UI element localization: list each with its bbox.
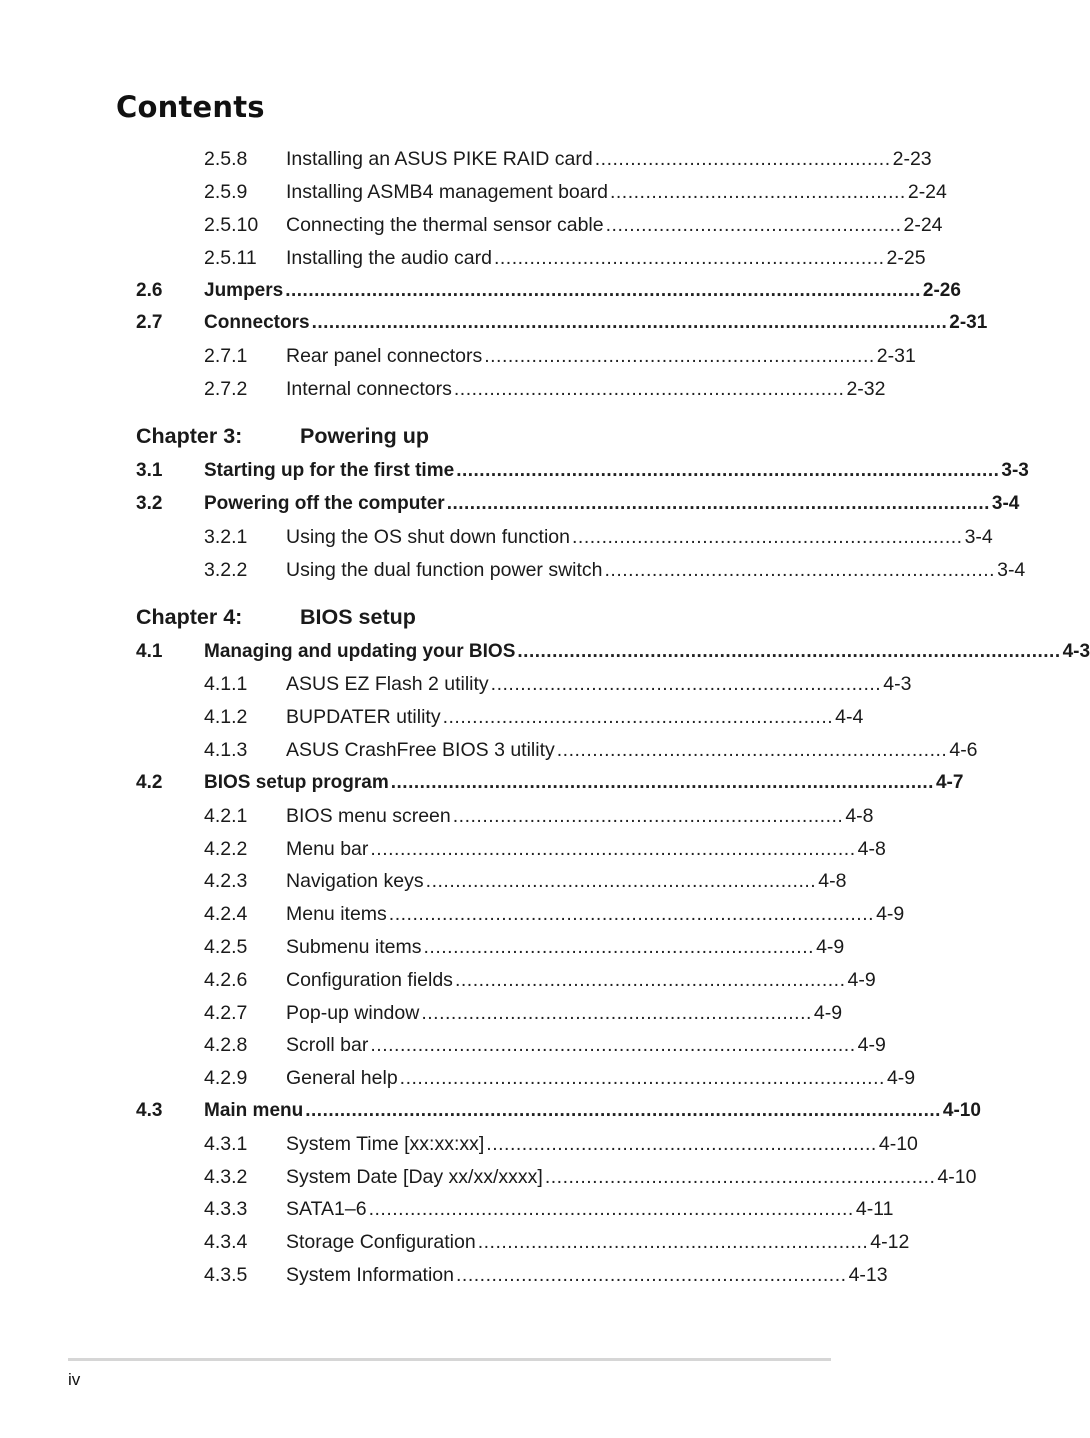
entry-title: Installing an ASUS PIKE RAID card [286, 148, 593, 170]
toc-entry[interactable] [0, 1000, 954, 1026]
entry-page: 3-4 [997, 559, 1026, 581]
toc-entry[interactable] [0, 1065, 954, 1091]
toc-entry[interactable] [0, 934, 954, 960]
entry-number: 4.2.5 [204, 936, 248, 958]
entry-page: 4-9 [816, 936, 845, 958]
dot-leader: .................................................................. [493, 247, 885, 269]
toc-section-entry[interactable] [0, 639, 1090, 665]
entry-number: 2.5.11 [204, 247, 257, 269]
entry-page: 4-9 [886, 1067, 916, 1089]
entry-number: 4.1.1 [204, 673, 248, 695]
dot-leader: .................................................................. [453, 378, 845, 400]
toc-entry[interactable] [0, 245, 954, 271]
dot-leader: .................................................................. [556, 739, 948, 761]
entry-title: System Date [Day xx/xx/xxxx] [286, 1166, 543, 1188]
dot-leader: .................................................................................. [399, 1067, 885, 1089]
entry-number: 2.5.8 [204, 148, 248, 170]
entry-page: 4-4 [835, 706, 864, 728]
entry-title: BUPDATER utility [286, 706, 441, 728]
entry-page: 4-10 [878, 1133, 918, 1155]
entry-title: Installing ASMB4 management board [286, 181, 608, 203]
entry-number: 3.2.1 [204, 526, 248, 548]
toc-entry[interactable] [0, 868, 954, 894]
dot-leader: .............................................................................................. [446, 493, 990, 514]
chapter-title: Powering up [300, 424, 429, 448]
entry-page: 4-9 [876, 903, 905, 925]
entry-page: 3-4 [964, 526, 993, 548]
entry-page: 2-31 [876, 345, 916, 367]
dot-leader: .................................................. [605, 214, 902, 236]
dot-leader: .................................................................................. [370, 1034, 856, 1056]
entry-page: 4-12 [870, 1231, 910, 1253]
entry-title: Menu bar [286, 838, 369, 860]
entry-title: Menu items [286, 903, 387, 925]
entry-page: 2-24 [907, 181, 947, 203]
footer-page-number: iv [68, 1370, 81, 1389]
toc-entry[interactable] [0, 1032, 954, 1058]
toc-entry[interactable] [0, 1164, 977, 1190]
entry-number: 4.2 [136, 772, 163, 793]
toc-entry[interactable] [0, 737, 978, 763]
entry-title: Using the dual function power switch [286, 559, 603, 581]
dot-leader: .................................................................. [455, 1264, 847, 1286]
entry-title: Rear panel connectors [286, 345, 483, 367]
entry-number: 4.2.8 [204, 1034, 248, 1056]
dot-leader: .................................................................. [572, 526, 963, 548]
entry-number: 2.6 [136, 280, 163, 301]
entry-page: 4-3 [1062, 641, 1090, 662]
entry-number: 3.1 [136, 460, 163, 481]
entry-title: Connectors [204, 312, 310, 333]
entry-number: 2.5.10 [204, 214, 259, 236]
entry-number: 4.1.2 [204, 706, 248, 728]
entry-number: 4.3.5 [204, 1264, 248, 1286]
toc-entry[interactable] [0, 671, 954, 697]
entry-title: General help [286, 1067, 398, 1089]
entry-number: 4.3 [136, 1100, 163, 1121]
toc-section-entry[interactable] [0, 278, 961, 304]
entry-title: Scroll bar [286, 1034, 369, 1056]
entry-title: Pop-up window [286, 1002, 420, 1024]
entry-number: 3.2 [136, 493, 163, 514]
page-title: Contents [116, 90, 265, 124]
entry-number: 4.1 [136, 641, 163, 662]
entry-number: 2.5.9 [204, 181, 248, 203]
toc-entry[interactable] [0, 1131, 954, 1157]
dot-leader: .............................................................................................................. [305, 1100, 941, 1121]
entry-title: System Information [286, 1264, 454, 1286]
dot-leader: .................................................................................. [370, 838, 856, 860]
toc-entry[interactable] [0, 343, 954, 369]
toc-entry[interactable] [0, 1196, 954, 1222]
entry-title: ASUS CrashFree BIOS 3 utility [286, 739, 555, 761]
dot-leader: .................................................................. [423, 936, 815, 958]
entry-page: 4-9 [813, 1002, 843, 1024]
footer-divider [68, 1358, 831, 1361]
entry-title: Submenu items [286, 936, 422, 958]
entry-title: Installing the audio card [286, 247, 492, 269]
entry-title: Managing and updating your BIOS [204, 641, 516, 662]
toc-entry[interactable] [0, 179, 954, 205]
dot-leader: .............................................................................................................. [311, 312, 948, 333]
entry-page: 4-8 [818, 870, 847, 892]
entry-number: 4.3.3 [204, 1198, 248, 1220]
entry-page: 4-10 [942, 1100, 981, 1121]
dot-leader: .............................................................................................................. [285, 280, 921, 301]
entry-number: 4.3.4 [204, 1231, 248, 1253]
toc-section-entry[interactable] [0, 491, 1020, 517]
chapter-title: BIOS setup [300, 605, 416, 629]
toc-section-entry[interactable] [0, 310, 988, 336]
entry-title: BIOS menu screen [286, 805, 451, 827]
entry-page: 4-13 [848, 1264, 888, 1286]
chapter-heading [0, 421, 954, 451]
entry-number: 2.7.1 [204, 345, 248, 367]
toc-entry[interactable] [0, 524, 993, 550]
dot-leader: .................................................................. [452, 805, 844, 827]
dot-leader: .................................................................. [454, 969, 846, 991]
entry-title: Main menu [204, 1100, 304, 1121]
entry-number: 3.2.2 [204, 559, 248, 581]
entry-page: 4-9 [857, 1034, 886, 1056]
toc-entry[interactable] [0, 1229, 954, 1255]
chapter-label: Chapter 4: [136, 605, 243, 629]
chapter-label: Chapter 3: [136, 424, 243, 448]
entry-page: 4-9 [847, 969, 876, 991]
entry-title: SATA1–6 [286, 1198, 367, 1220]
dot-leader: .............................................................................................. [517, 641, 1061, 662]
dot-leader: .................................................................. [484, 345, 875, 367]
toc-entry[interactable] [0, 212, 954, 238]
entry-number: 4.2.4 [204, 903, 248, 925]
entry-number: 2.7 [136, 312, 163, 333]
entry-number: 4.3.1 [204, 1133, 248, 1155]
dot-leader: .................................................................................. [388, 903, 875, 925]
entry-page: 2-32 [846, 378, 886, 400]
entry-title: Configuration fields [286, 969, 453, 991]
entry-title: Navigation keys [286, 870, 424, 892]
dot-leader: .................................................. [594, 148, 891, 170]
toc-entry[interactable] [0, 967, 954, 993]
entry-title: Using the OS shut down function [286, 526, 570, 548]
entry-title: System Time [xx:xx:xx] [286, 1133, 485, 1155]
entry-page: 2-24 [903, 214, 943, 236]
entry-page: 4-11 [855, 1198, 894, 1220]
entry-page: 4-8 [857, 838, 886, 860]
dot-leader: .................................................. [609, 181, 906, 203]
toc-entry[interactable] [0, 557, 1026, 583]
toc-entry[interactable] [0, 836, 954, 862]
toc-section-entry[interactable] [0, 770, 964, 796]
entry-title: Powering off the computer [204, 493, 445, 514]
toc-entry[interactable] [0, 146, 954, 172]
dot-leader: .................................................................. [421, 1002, 812, 1024]
entry-page: 4-3 [883, 673, 912, 695]
dot-leader: .................................................................. [477, 1231, 869, 1253]
entry-page: 4-7 [935, 772, 964, 793]
entry-page: 4-10 [937, 1166, 977, 1188]
dot-leader: .................................................................. [486, 1133, 877, 1155]
toc-entry[interactable] [0, 803, 954, 829]
dot-leader: .............................................................................................. [456, 460, 1000, 481]
toc-entry[interactable] [0, 376, 954, 402]
entry-page: 2-25 [886, 247, 926, 269]
toc-entry[interactable] [0, 901, 954, 927]
entry-number: 2.7.2 [204, 378, 248, 400]
entry-number: 4.2.7 [204, 1002, 248, 1024]
toc-entry[interactable] [0, 704, 954, 730]
entry-page: 4-8 [845, 805, 874, 827]
entry-page: 2-31 [949, 312, 988, 333]
toc-entry[interactable] [0, 1262, 954, 1288]
dot-leader: .................................................................. [425, 870, 817, 892]
entry-title: Starting up for the first time [204, 460, 455, 481]
entry-title: ASUS EZ Flash 2 utility [286, 673, 489, 695]
entry-number: 4.2.1 [204, 805, 248, 827]
entry-title: Internal connectors [286, 378, 452, 400]
toc-section-entry[interactable] [0, 1098, 981, 1124]
dot-leader: .............................................................................................. [390, 772, 934, 793]
dot-leader: .................................................................................. [368, 1198, 854, 1220]
entry-page: 3-4 [991, 493, 1020, 514]
dot-leader: .................................................................. [442, 706, 834, 728]
dot-leader: .................................................................. [490, 673, 882, 695]
entry-number: 4.3.2 [204, 1166, 248, 1188]
entry-page: 2-23 [892, 148, 932, 170]
entry-number: 4.2.2 [204, 838, 248, 860]
entry-title: BIOS setup program [204, 772, 389, 793]
entry-number: 4.2.9 [204, 1067, 248, 1089]
entry-title: Jumpers [204, 280, 284, 301]
entry-number: 4.2.6 [204, 969, 248, 991]
entry-number: 4.1.3 [204, 739, 248, 761]
chapter-heading [0, 602, 954, 632]
entry-number: 4.2.3 [204, 870, 248, 892]
entry-title: Storage Configuration [286, 1231, 476, 1253]
toc-section-entry[interactable] [0, 458, 1029, 484]
entry-page: 2-26 [922, 280, 961, 301]
entry-page: 3-3 [1001, 460, 1029, 481]
entry-page: 4-6 [949, 739, 978, 761]
dot-leader: .................................................................. [544, 1166, 936, 1188]
entry-title: Connecting the thermal sensor cable [286, 214, 604, 236]
dot-leader: .................................................................. [604, 559, 996, 581]
